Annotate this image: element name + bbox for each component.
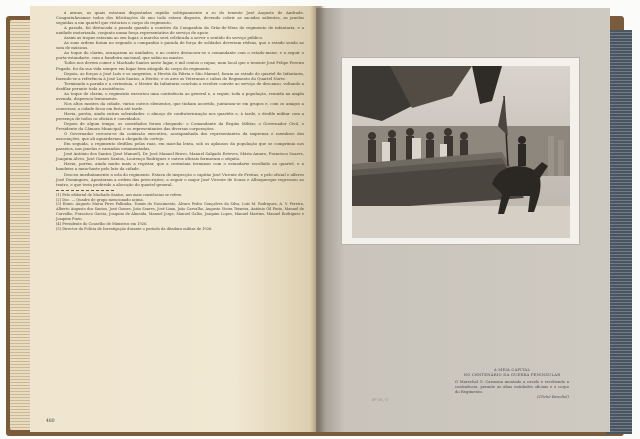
footnote-divider [56, 190, 114, 191]
paragraph: Ao toque de clarim, o regimento executou uma continência ao general e, a seguir, toda a população, reunida na ampla avenida, dispersou lentamente. [56, 90, 304, 101]
photo-caption [455, 367, 569, 399]
caption-credit: (Cliché Benoliel) [537, 394, 569, 399]
caption-subtitle: NO CENTENÁRIO DA GUERRA PENINSULAR [463, 372, 561, 377]
paragraph: Nos altos montes da cidade, vários outros elementos, que tinham acorrido, juntaram-se em grupos e, com os amigos a conversar, a cidade ficou em festa até tarde. [56, 100, 304, 111]
footnote: (5) Director da Polícia de Investigação durante o período da ditadura militar de 1926. [56, 226, 213, 231]
paragraph: Desceu imediatamente a orla do regimento. Estava de inspecção o capitão José Vicente de Freitas, e pelo oficial e alferes José Domingues, Apontaram a ordem das prescrições; a seguir o major José Vicente de Sousa e Albuquerque regressou ao teatro, e que teria proferido a alocução do quartel-general. [56, 171, 304, 187]
paragraph: Ao toque do clarim, avançaram as unidades, e no centro destacava-se o comandante com o estado-maior, e a seguir o porta-estandarte, com a bandeira nacional, que subiu no mastro. [56, 50, 304, 61]
paragraph: As suas ordens foram no segundo a companhia e parada de força de soldados deveriam rédeas, que o estado sendo ao som de músicas. [56, 40, 304, 51]
caption-title: A MEIA CAPITAL [493, 367, 531, 372]
left-page-text [56, 10, 304, 232]
page-stamp: Nº 10 / 3 [372, 398, 388, 402]
paragraph: Terminada a parada e a cerimónia, o Mestre da Infantaria concluiu a receber convite ao serviço de descanso, voltando a desfilar perante toda a assistência. [56, 80, 304, 91]
paragraph: Havia, porém, ainda muito mais a registar, que a cerimónia terminou com o estandarte recolhido ao quartel, e a bandeira a meia-haste pelo luto da cidade. [56, 161, 304, 172]
footnote: (4) Presidente do Conselho de Ministros em 1926. [56, 222, 148, 227]
historical-photograph [352, 66, 570, 238]
paragraph: á armas, as quais estavam dispostadas rapidio sobtipanmente a ro do tenente José Augusto de Andrade. Congratulavamse todos dos felicitações do ano todo estava disposto, devendo cobrir as sacadas salientes, as janelas seguidas a um quartel que vistoriou o corpo do regimento. [56, 10, 304, 26]
paragraph: O Governador cercava-se da comissão executiva, acompanhada dos representantes da imprensa e membros das associações, que ali aguardavam a chegada do cortejo. [56, 131, 304, 142]
book-gutter [310, 6, 326, 432]
paragraph: Assim as tropas estavam ao seu lugar, a marcha será celebrada a servir o sentido do serviço público. [64, 35, 264, 41]
paragraph: José António dos Santos (José Manuel), Dr. José Manuel Bravo, Manuel Salgado Esteves, Mário Amaro, Francisco Soares, Joaquim Alves, José Gomes Santos, Lourenço Rodrigues e outros oficiais formavam o séquito. [56, 151, 304, 162]
paragraph: Todos nos devem comer o Machado Santos neste lugar, e mil centos o rapaz, num local que o tenente José Felipe Pereira Pegado, foi da sua vida sempre em lugar bem atingido do corpo do regimento. [56, 60, 304, 71]
footnote: (3) Eram: Augusto Maria Pires Palhinha, Tomás do Nascimento, Álvaro Pedro Gonçalves da Silva, Luís M. Rodrigues, A. V. Pereira, Alberto Augusto dos Santos, José Gomes, João Soares, José Lima, João Carvalho, Augusto Vieira Teixeira, António Gil Pinto, Manuel de Carvalho, Francisco Garcia, Joaquim de Almeida, Manuel Jorge, Manuel Galão, Joaquim Lopes, Manuel Martins, Manuel Rodrigues e Joaquim Pinto. [56, 202, 304, 222]
paragraph: A parada, foi destacada a parada quando a convites da Companhia da Grão-de-Meia do regimento de infantaria, e a unidade motorizada, conjunto numa força representativa de serviço de apoio. [56, 25, 304, 36]
paragraph: Depois de algum tempo, os convidados foram chegando: o Comandante da Região Militar, o Governador Civil, o Presidente da Câmara Municipal, e os representantes das diversas corporações. [56, 121, 304, 132]
paragraph: Depois, as forças a José Luís e os sargentos, a Heróis da Pátria e São Manuel, foram ao estado do quartel de Infantaria, fazendo-se a referência à José Luís Santos, a Heróis, e os ares os Veteranos e cabos do Regimento do Quartel Norte. [56, 70, 304, 81]
footnote: (1) Pelo editorial de Machado Santos, nos mais consiências se refere. [56, 192, 183, 197]
paragraph: Havia, porém, ainda outras solenidades: o almoço de confraternização nos quartéis e, à tarde, o desfile militar com a presença de todos os oficiais e convidados. [56, 110, 304, 121]
footnotes [56, 193, 304, 232]
paragraph: Em seguida, o regimento desfilou pelas ruas, em marcha lenta, sob os aplausos da população que se comprimia nos passeios, nas janelas e varandas ornamentadas. [56, 141, 304, 152]
footnote: (2) Doc. — Quadro de grupo mencionado acima. [56, 197, 144, 202]
caption-text: O Marechal G. Carmona montado a cavalo e recebendo a continência, perante as altas entidades oficiais e o corpo do Regimento. [455, 379, 569, 394]
page-number: 480 [46, 419, 55, 424]
photo-illustration [352, 66, 570, 238]
